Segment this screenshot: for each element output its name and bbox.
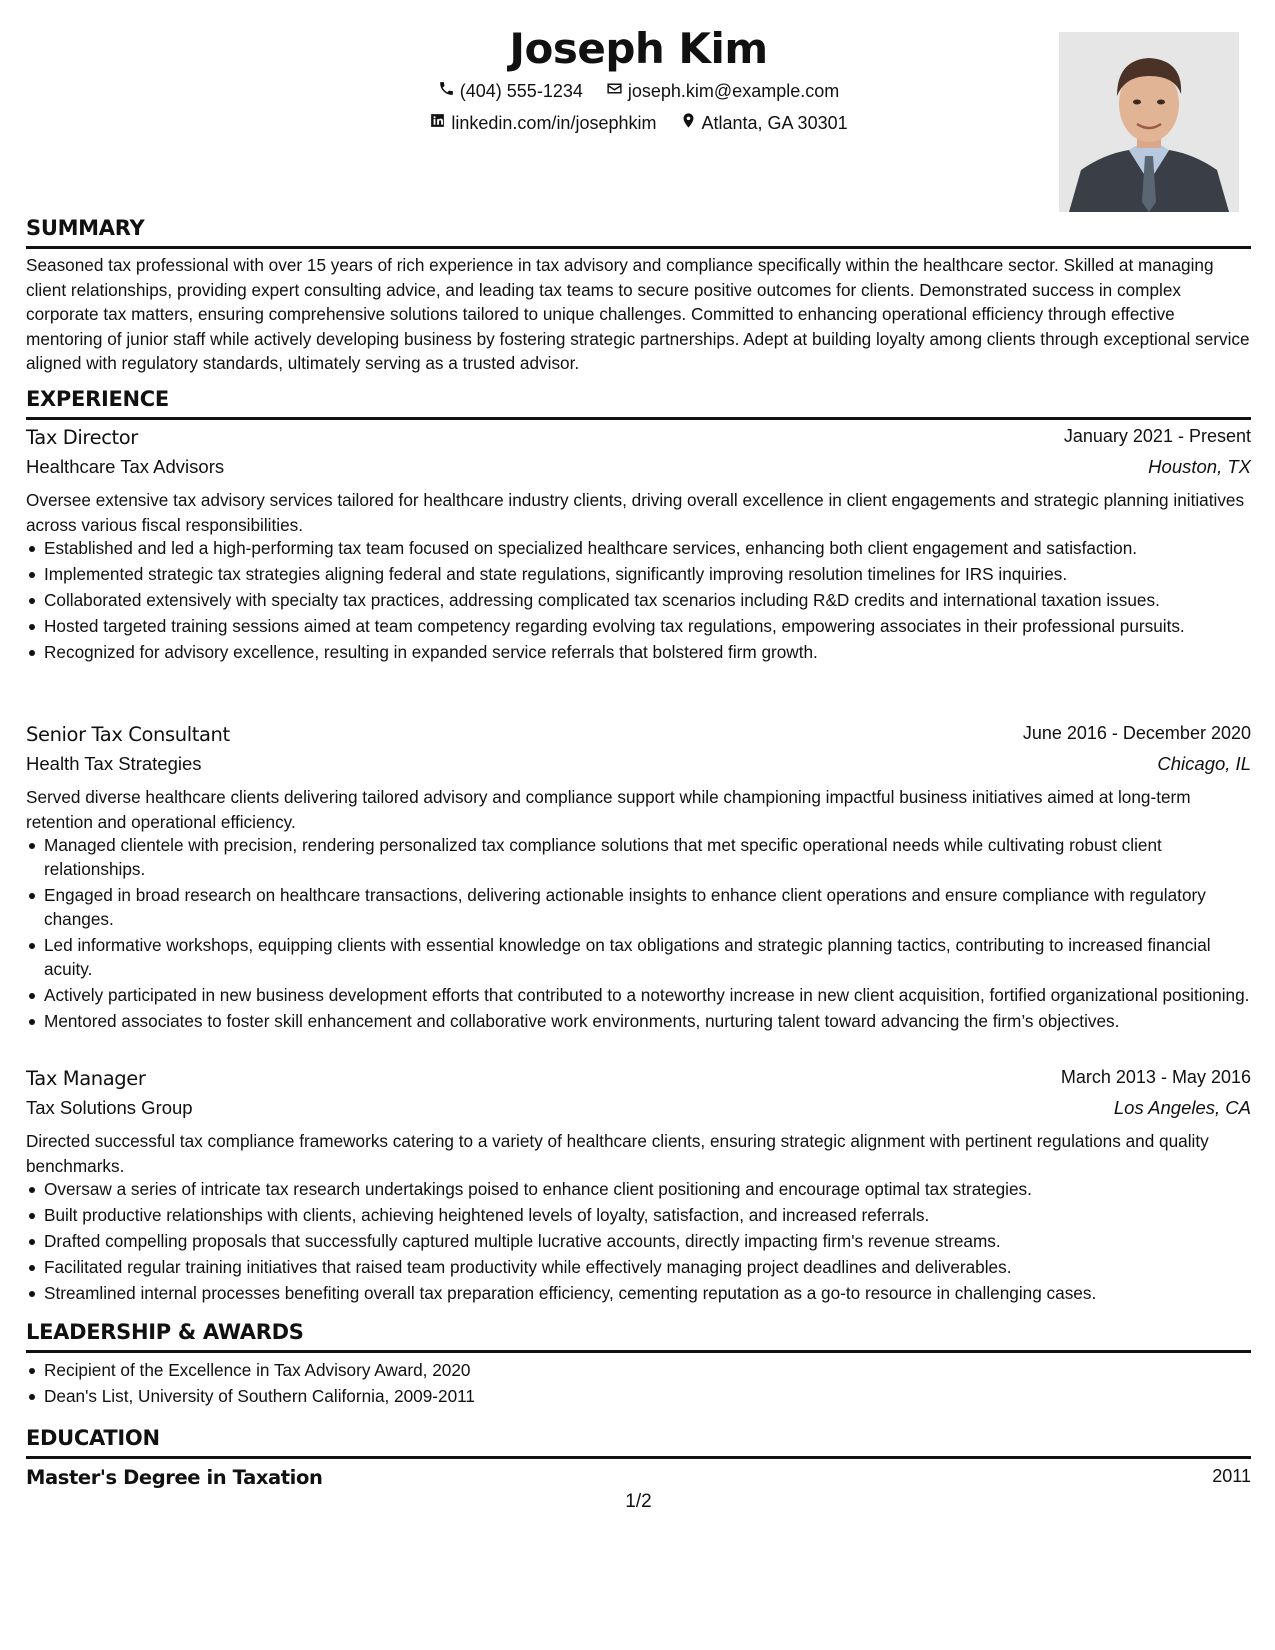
experience-heading: EXPERIENCE <box>26 387 1251 420</box>
list-item: Actively participated in new business development efforts that contributed to a noteworthy increase in new client acquisition, fortified organizational positioning. <box>26 983 1251 1007</box>
job-title: Tax Manager <box>26 1067 146 1090</box>
job-description: Oversee extensive tax advisory services tailored for healthcare industry clients, driving overall excellence in client engagements and strategic planning initiatives across various fiscal responsibilities. <box>26 490 1245 535</box>
email-text: joseph.kim@example.com <box>627 80 840 101</box>
job-location: Los Angeles, CA <box>1113 1097 1251 1118</box>
profile-photo <box>1059 32 1239 212</box>
job-bullets <box>26 536 1251 666</box>
summary-text: Seasoned tax professional with over 15 years of rich experience in tax advisory and compliance specifically within the healthcare sector. Skilled at managing client relationships, providing expert consulting advice, and leading tax teams to secure positive outcomes for clients. Demonstrated success in complex corporate tax matters, ensuring comprehensive solutions tailored to unique challenges. Committed to enhancing operational efficiency through effective mentoring of junior staff while actively developing business by fostering strategic partnerships. Adept at building loyalty among clients through exceptional service aligned with regulatory standards, ultimately serving as a trusted advisor. <box>26 255 1250 373</box>
phone-icon <box>438 80 455 102</box>
leadership-list <box>26 1358 1251 1410</box>
page-number: 1/2 <box>625 1491 652 1512</box>
job-location: Chicago, IL <box>1157 753 1251 774</box>
linkedin-text: linkedin.com/in/josephkim <box>451 112 657 133</box>
location-text: Atlanta, GA 30301 <box>701 112 848 133</box>
resume-page <box>26 0 1251 1650</box>
job-dates: March 2013 - May 2016 <box>1060 1067 1251 1087</box>
leadership-heading: LEADERSHIP & AWARDS <box>26 1320 1251 1353</box>
map-pin-icon <box>680 112 697 134</box>
list-item: Oversaw a series of intricate tax research undertakings poised to enhance client positioning and encourage optimal tax strategies. <box>26 1177 1251 1201</box>
job-bullets <box>26 1177 1251 1307</box>
list-item: Built productive relationships with clients, achieving heightened levels of loyalty, satisfaction, and increased referrals. <box>26 1203 1251 1227</box>
list-item: Streamlined internal processes benefiting overall tax preparation efficiency, cementing reputation as a go-to resource in challenging cases. <box>26 1281 1251 1305</box>
phone-text: (404) 555-1234 <box>459 80 583 101</box>
list-item: Established and led a high-performing tax team focused on specialized healthcare services, enhancing both client engagement and satisfaction. <box>26 536 1251 560</box>
list-item: Implemented strategic tax strategies aligning federal and state regulations, significantly improving resolution timelines for IRS inquiries. <box>26 562 1251 586</box>
job-company: Healthcare Tax Advisors <box>26 456 225 477</box>
envelope-icon <box>606 80 623 102</box>
list-item: Facilitated regular training initiatives that raised team productivity while effectively managing project deadlines and deliverables. <box>26 1255 1251 1279</box>
summary-heading: SUMMARY <box>26 216 1251 249</box>
candidate-name: Joseph Kim <box>509 24 768 73</box>
list-item: Engaged in broad research on healthcare transactions, delivering actionable insights to enhance client operations and ensure compliance with regulatory changes. <box>26 883 1251 931</box>
job-location: Houston, TX <box>1148 456 1251 477</box>
degree-title: Master's Degree in Taxation <box>26 1466 323 1489</box>
list-item: Dean's List, University of Southern California, 2009-2011 <box>26 1384 1251 1408</box>
list-item: Hosted targeted training sessions aimed at team competency regarding evolving tax regulations, empowering associates in their professional pursuits. <box>26 614 1251 638</box>
contact-email[interactable] <box>606 80 839 102</box>
job-bullets <box>26 833 1251 1035</box>
resume-header <box>26 18 1251 218</box>
job-company: Health Tax Strategies <box>26 753 202 774</box>
contact-phone <box>438 80 583 102</box>
degree-year: 2011 <box>1212 1466 1251 1486</box>
list-item: Managed clientele with precision, rendering personalized tax compliance solutions that met specific operational needs while cultivating robust client relationships. <box>26 833 1251 881</box>
list-item: Led informative workshops, equipping clients with essential knowledge on tax obligations and strategic planning tactics, contributing to increased financial acuity. <box>26 933 1251 981</box>
job-description: Directed successful tax compliance frameworks catering to a variety of healthcare clients, ensuring strategic alignment with pertinent regulations and quality benchmarks. <box>26 1131 1209 1176</box>
linkedin-icon <box>429 112 446 134</box>
list-item: Mentored associates to foster skill enhancement and collaborative work environments, nurturing talent toward advancing the firm’s objectives. <box>26 1009 1251 1033</box>
list-item: Drafted compelling proposals that successfully captured multiple lucrative accounts, directly impacting firm's revenue streams. <box>26 1229 1251 1253</box>
job-company: Tax Solutions Group <box>26 1097 193 1118</box>
job-title: Senior Tax Consultant <box>26 723 230 746</box>
list-item: Collaborated extensively with specialty tax practices, addressing complicated tax scenarios including R&D credits and international taxation issues. <box>26 588 1251 612</box>
list-item: Recognized for advisory excellence, resulting in expanded service referrals that bolstered firm growth. <box>26 640 1251 664</box>
job-title: Tax Director <box>26 426 138 449</box>
contact-location <box>680 112 848 134</box>
job-dates: June 2016 - December 2020 <box>1022 723 1251 743</box>
job-dates: January 2021 - Present <box>1063 426 1251 446</box>
contact-linkedin[interactable] <box>429 112 656 134</box>
list-item: Recipient of the Excellence in Tax Advisory Award, 2020 <box>26 1358 1251 1382</box>
job-description: Served diverse healthcare clients delivering tailored advisory and compliance support while championing impactful business initiatives aimed at long-term retention and operational efficiency. <box>26 787 1191 832</box>
education-heading: EDUCATION <box>26 1426 1251 1459</box>
